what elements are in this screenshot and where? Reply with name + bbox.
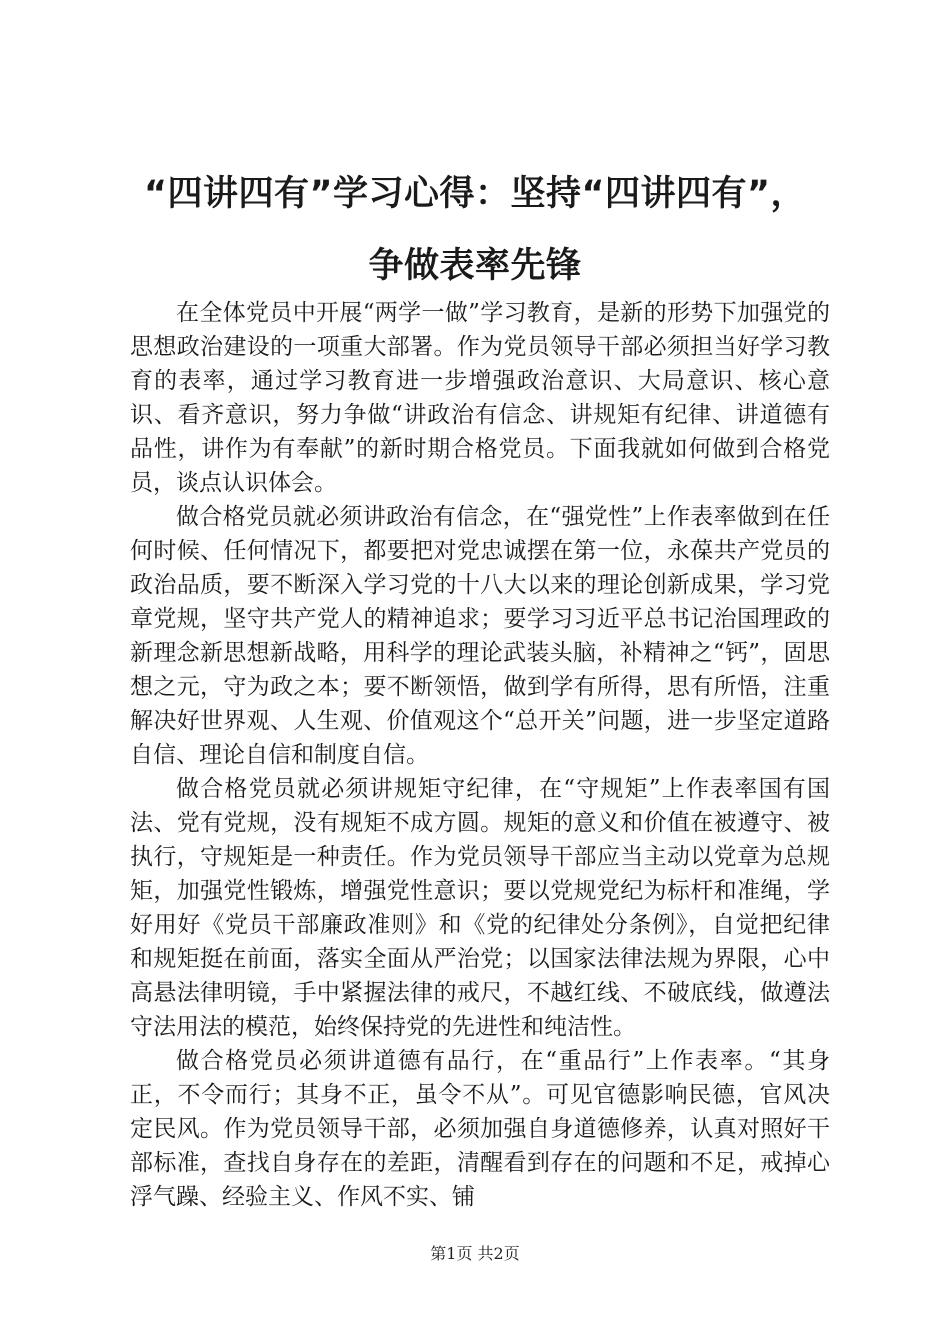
paragraph-4: 做合格党员必须讲道德有品行，在“重品行”上作表率。“其身正，不令而行；其身不正，虽令不从”。可见官德影响民德，官风决定民风。作为党员领导干部，必须加强自身道德修养，认真对照好干部标准，查找自身存在的差距，清醒看到存在的问题和不足，戒掉心浮气躁、经验主义、作风不实、铺: [130, 1048, 830, 1210]
title-line-1: “四讲四有”学习心得：坚持“四讲四有”，: [143, 174, 806, 214]
document-title: [100, 158, 850, 302]
paragraph-2: 做合格党员就必须讲政治有信念，在“强党性”上作表率做到在任何时候、任何情况下，都要把对党忠诚摆在第一位，永葆共产党员的政治品质，要不断深入学习党的十八大以来的理论创新成果，学习党章党规，坚守共产党人的精神追求；要学习习近平总书记治国理政的新理念新思想新战略，用科学的理论武装头脑，补精神之“钙”，固思想之元，守为政之本；要不断领悟，做到学有所得，思有所悟，注重解决好世界观、人生观、价值观这个“总开关”问题，进一步坚定道路自信、理论自信和制度自信。: [130, 504, 830, 768]
title-line-2: 争做表率先锋: [368, 246, 582, 286]
paragraph-1: 在全体党员中开展“两学一做”学习教育，是新的形势下加强党的思想政治建设的一项重大部署。作为党员领导干部必须担当好学习教育的表率，通过学习教育进一步增强政治意识、大局意识、核心意识、看齐意识，努力争做“讲政治有信念、讲规矩有纪律、讲道德有品性，讲作为有奉献”的新时期合格党员。下面我就如何做到合格党员，谈点认识体会。: [130, 300, 830, 496]
paragraph-3: 做合格党员就必须讲规矩守纪律，在“守规矩”上作表率国有国法、党有党规，没有规矩不成方圆。规矩的意义和价值在被遵守、被执行，守规矩是一种责任。作为党员领导干部应当主动以党章为总规矩，加强党性锻炼，增强党性意识；要以党规党纪为标杆和准绳，学好用好《党员干部廉政准则》和《党的纪律处分条例》，自觉把纪律和规矩挺在前面，落实全面从严治党；以国家法律法规为界限，心中高悬法律明镜，手中紧握法律的戒尺，不越红线、不破底线，做遵法守法用法的模范，始终保持党的先进性和纯洁性。: [130, 776, 830, 1040]
document-body: [130, 296, 830, 1214]
page-number-footer: 第1页 共2页: [430, 1244, 520, 1263]
